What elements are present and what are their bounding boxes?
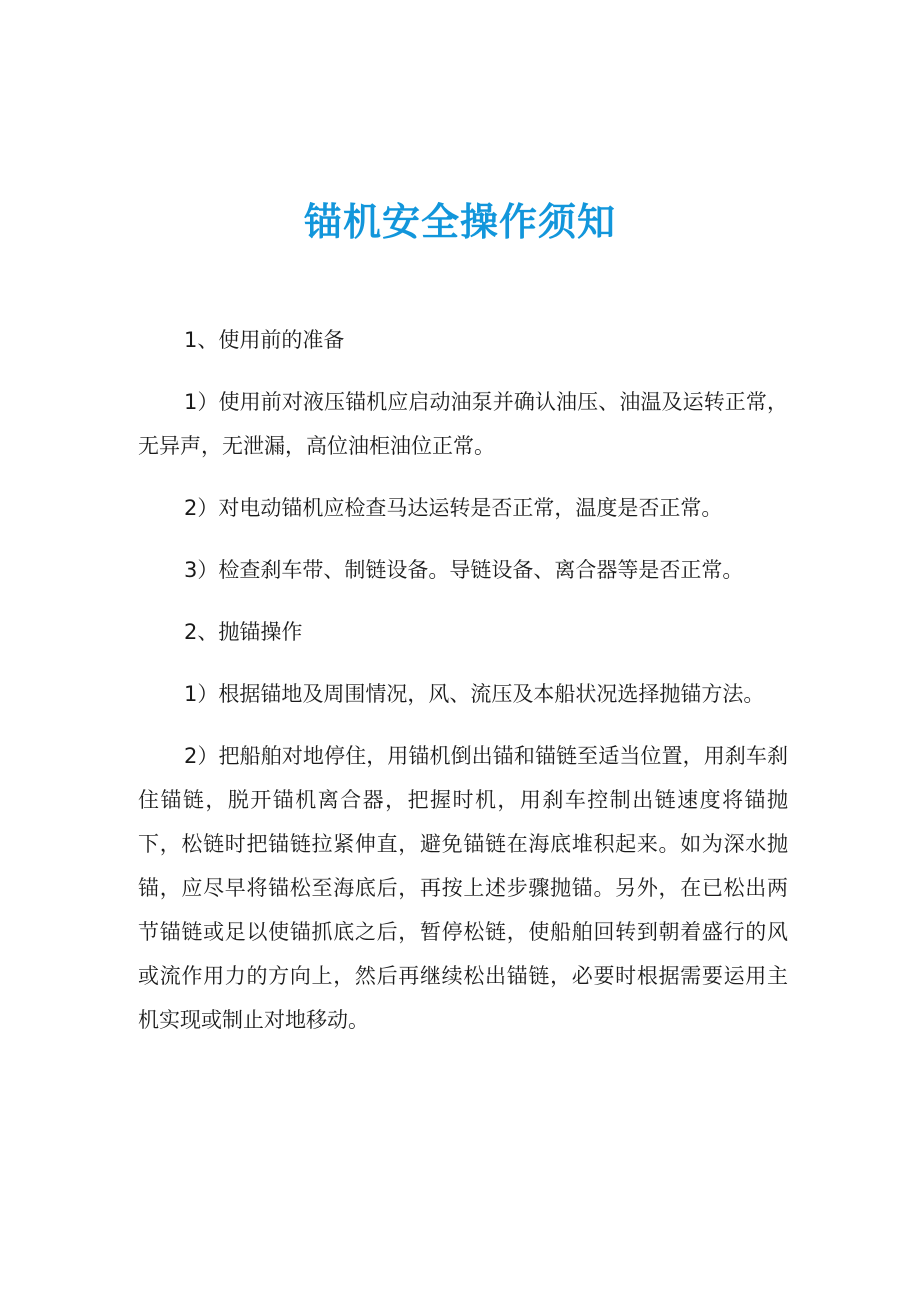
paragraph-hydraulic-check: 1）使用前对液压锚机应启动油泵并确认油压、油温及运转正常，无异声，无泄漏，高位油柜油位正常。: [138, 390, 788, 458]
paragraph-brake-check: 3）检查刹车带、制链设备。导链设备、离合器等是否正常。: [184, 558, 744, 582]
section-heading-anchoring: 2、抛锚操作: [184, 620, 303, 644]
document-title: 锚机安全操作须知: [303, 200, 616, 244]
paragraph-anchoring-method: 1）根据锚地及周围情况，风、流压及本船状况选择抛锚方法。: [184, 682, 765, 706]
section-heading-preparation: 1、使用前的准备: [184, 328, 345, 352]
document-body: [138, 318, 788, 1060]
paragraph-electric-check: 2）对电动锚机应检查马达运转是否正常，温度是否正常。: [184, 496, 723, 520]
paragraph-anchoring-procedure: 2）把船舶对地停住，用锚机倒出锚和锚链至适当位置，用刹车刹住锚链，脱开锚机离合器，把握时机，用刹车控制出链速度将锚抛下，松链时把锚链拉紧伸直，避免锚链在海底堆积起来。如为深水抛锚，应尽早将锚松至海底后，再按上述步骤抛锚。另外，在已松出两节锚链或足以使锚抓底之后，暂停松链，使船舶回转到朝着盛行的风或流作用力的方向上，然后再继续松出锚链，必要时根据需要运用主机实现或制止对地移动。: [138, 744, 788, 1032]
